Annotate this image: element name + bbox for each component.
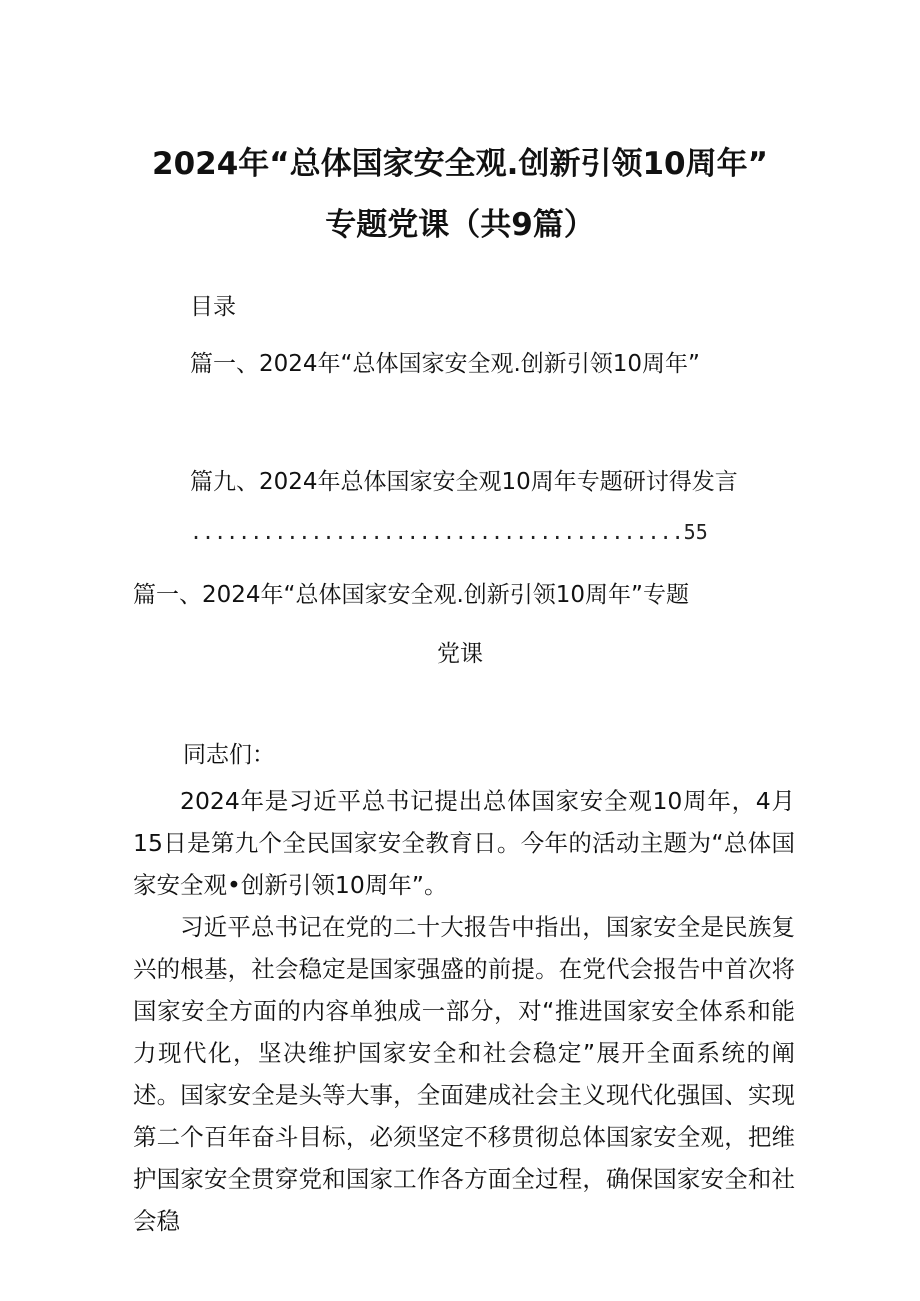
section-heading-line-2: 党课 xyxy=(437,641,483,667)
greeting: 同志们： xyxy=(183,742,275,768)
body-paragraph-2: 习近平总书记在党的二十大报告中指出，国家安全是民族复兴的根基，社会稳定是国家强盛的前提。在党代会报告中首次将国家安全方面的内容单独成一部分，对“推进国家安全体系和能力现代化，坚决维护国家安全和社会稳定”展开全面系统的阐述。国家安全是头等大事，全面建成社会主义现代化强国、实现第二个百年奋斗目标，必须坚定不移贯彻总体国家安全观，把维护国家安全贯穿党和国家工作各方面全过程，确保国家安全和社会稳 xyxy=(133,913,795,1235)
document-title-line-2: 专题党课（共9篇） xyxy=(325,207,595,243)
toc-heading: 目录 xyxy=(190,294,236,320)
section-heading-line-1: 篇一、2024年“总体国家安全观.创新引领10周年”专题 xyxy=(133,582,689,608)
toc-item-1[interactable]: 篇一、2024年“总体国家安全观.创新引领10周年” xyxy=(190,351,700,377)
toc-item-9[interactable]: 篇九、2024年总体国家安全观10周年专题研讨得发言 xyxy=(190,469,738,495)
document-title-line-1: 2024年“总体国家安全观.创新引领10周年” xyxy=(152,146,768,182)
body-paragraph-1: 2024年是习近平总书记提出总体国家安全观10周年，4月15日是第九个全民国家安全教育日。今年的活动主题为“总体国家安全观•创新引领10周年”。 xyxy=(133,787,795,899)
toc-leader-page-number: .........................................55 xyxy=(190,520,708,544)
